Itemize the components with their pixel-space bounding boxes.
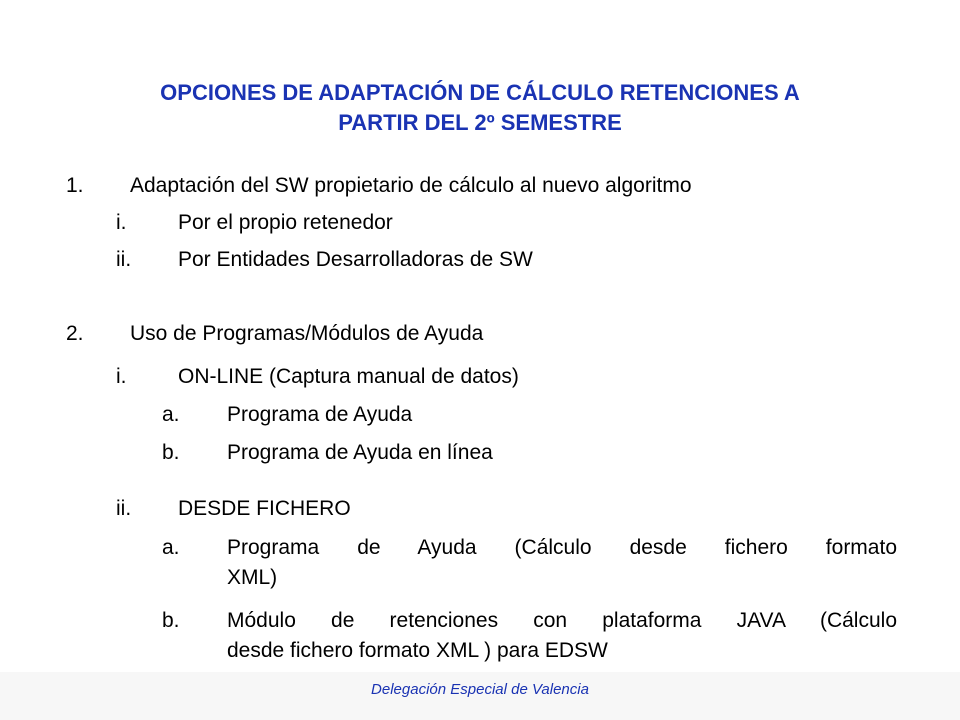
list-item-marker: 2. (66, 322, 84, 345)
list-item-text: Módulo de retenciones con plataforma JAVA (Cálculo (227, 609, 897, 632)
list-item-text: XML) (227, 566, 278, 589)
list-item-marker: b. (162, 609, 180, 632)
list-item-text: Programa de Ayuda (227, 403, 413, 426)
list-item-text: ON-LINE (Captura manual de datos) (178, 365, 519, 388)
slide-title (80, 78, 880, 138)
list-item-marker: b. (162, 441, 180, 464)
list-item-text: DESDE FICHERO (178, 497, 351, 520)
list-item-marker: i. (116, 211, 127, 234)
list-item-marker: ii. (116, 497, 132, 520)
list-item-text: Adaptación del SW propietario de cálculo al nuevo algoritmo (130, 174, 692, 197)
list-item-text: Por Entidades Desarrolladoras de SW (178, 248, 533, 271)
list-item-marker: i. (116, 365, 127, 388)
list-item-marker: a. (162, 536, 180, 559)
list-item-text: desde fichero formato XML ) para EDSW (227, 639, 608, 662)
slide-footer: Delegación Especial de Valencia (371, 681, 589, 698)
list-item-text: Programa de Ayuda en línea (227, 441, 493, 464)
list-item-marker: a. (162, 403, 180, 426)
list-item-text: Programa de Ayuda (Cálculo desde fichero formato (227, 536, 897, 559)
list-item-marker: ii. (116, 248, 132, 271)
slide-title-line-1: OPCIONES DE ADAPTACIÓN DE CÁLCULO RETENCIONES A (160, 80, 800, 105)
list-item-marker: 1. (66, 174, 84, 197)
list-item-text: Uso de Programas/Módulos de Ayuda (130, 322, 484, 345)
list-item-text: Por el propio retenedor (178, 211, 393, 234)
slide-title-line-2: PARTIR DEL 2º SEMESTRE (338, 110, 622, 135)
